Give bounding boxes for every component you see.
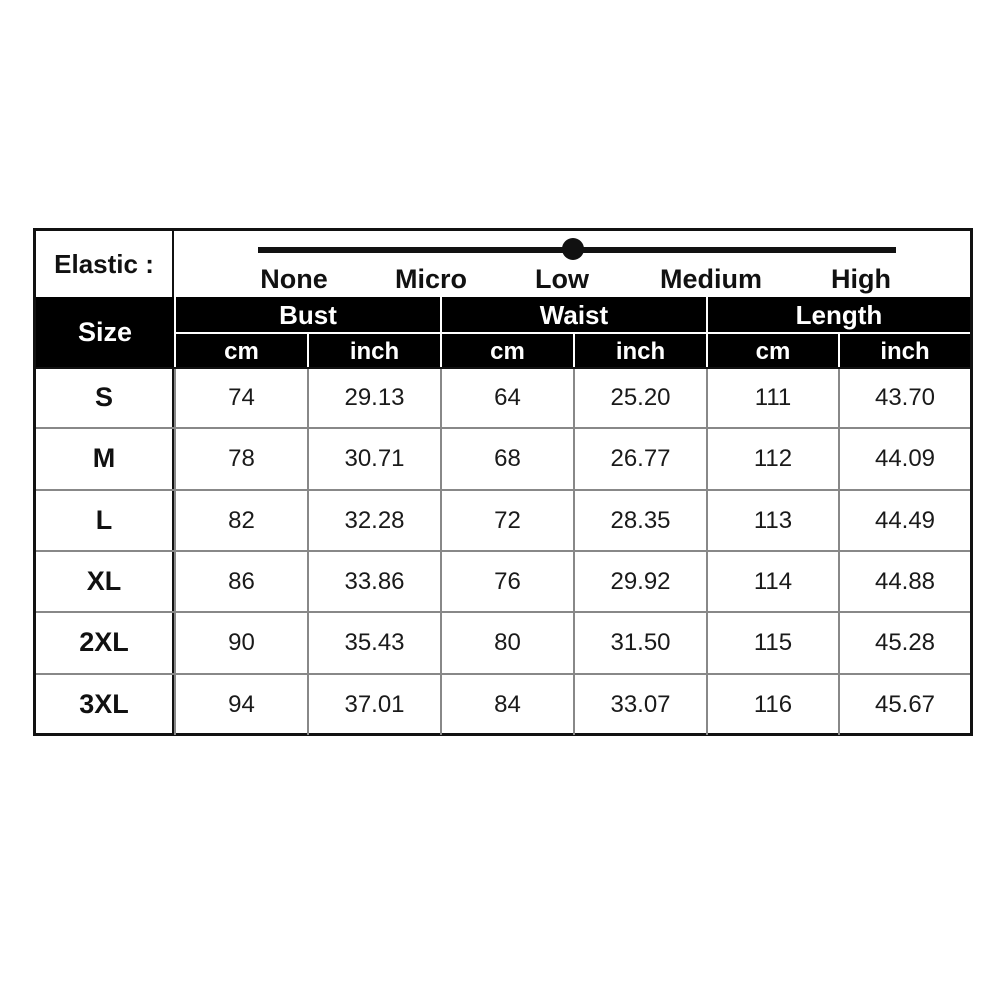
cell-bust-cm: 86 xyxy=(174,551,307,612)
cell-waist-cm: 76 xyxy=(440,551,573,612)
cell-waist-cm: 72 xyxy=(440,490,573,551)
cell-bust-inch: 30.71 xyxy=(307,428,440,489)
elastic-scale xyxy=(174,231,970,297)
cell-length-inch: 44.88 xyxy=(838,551,970,612)
cell-length-inch: 44.49 xyxy=(838,490,970,551)
unit-header-length-inch: inch xyxy=(838,332,970,367)
elastic-level-micro: Micro xyxy=(394,264,468,294)
cell-bust-cm: 94 xyxy=(174,674,307,735)
cell-waist-cm: 64 xyxy=(440,367,573,428)
elastic-level-high: High xyxy=(831,264,891,294)
elastic-label: Elastic : xyxy=(36,231,174,297)
elastic-level-low: Low xyxy=(535,264,589,294)
table-row xyxy=(36,612,970,673)
waist-header: Waist xyxy=(440,297,706,332)
row-divider xyxy=(36,489,970,491)
elastic-level-medium: Medium xyxy=(659,264,763,294)
row-divider xyxy=(36,673,970,675)
elastic-level-none: None xyxy=(260,264,328,294)
cell-length-cm: 114 xyxy=(706,551,838,612)
cell-waist-inch: 26.77 xyxy=(573,428,706,489)
size-column-header: Size xyxy=(36,297,174,367)
cell-length-inch: 45.28 xyxy=(838,612,970,673)
table-row xyxy=(36,367,970,428)
cell-length-inch: 45.67 xyxy=(838,674,970,735)
cell-length-cm: 116 xyxy=(706,674,838,735)
size-chart-table xyxy=(33,228,973,736)
size-cell: XL xyxy=(36,551,174,612)
row-divider xyxy=(36,611,970,613)
row-divider xyxy=(36,550,970,552)
cell-waist-cm: 68 xyxy=(440,428,573,489)
header-divider xyxy=(36,367,970,369)
bust-header: Bust xyxy=(174,297,440,332)
row-divider xyxy=(36,427,970,429)
cell-length-inch: 43.70 xyxy=(838,367,970,428)
cell-waist-cm: 80 xyxy=(440,612,573,673)
cell-length-inch: 44.09 xyxy=(838,428,970,489)
cell-length-cm: 112 xyxy=(706,428,838,489)
elastic-row xyxy=(36,231,970,297)
table-row xyxy=(36,428,970,489)
size-cell: S xyxy=(36,367,174,428)
size-cell: L xyxy=(36,490,174,551)
cell-bust-inch: 29.13 xyxy=(307,367,440,428)
cell-length-cm: 115 xyxy=(706,612,838,673)
cell-waist-cm: 84 xyxy=(440,674,573,735)
table-row xyxy=(36,551,970,612)
cell-bust-cm: 78 xyxy=(174,428,307,489)
length-header: Length xyxy=(706,297,970,332)
unit-header-bust-inch: inch xyxy=(307,332,440,367)
cell-waist-inch: 29.92 xyxy=(573,551,706,612)
cell-bust-cm: 82 xyxy=(174,490,307,551)
size-cell: 3XL xyxy=(36,674,174,735)
cell-waist-inch: 28.35 xyxy=(573,490,706,551)
cell-length-cm: 113 xyxy=(706,490,838,551)
size-cell: 2XL xyxy=(36,612,174,673)
cell-waist-inch: 33.07 xyxy=(573,674,706,735)
table-row xyxy=(36,490,970,551)
unit-header-waist-inch: inch xyxy=(573,332,706,367)
cell-bust-inch: 33.86 xyxy=(307,551,440,612)
cell-waist-inch: 31.50 xyxy=(573,612,706,673)
elastic-marker-dot xyxy=(562,238,584,260)
cell-bust-cm: 74 xyxy=(174,367,307,428)
cell-bust-inch: 32.28 xyxy=(307,490,440,551)
table-row xyxy=(36,674,970,735)
cell-bust-inch: 35.43 xyxy=(307,612,440,673)
unit-header-bust-cm: cm xyxy=(174,332,307,367)
size-cell: M xyxy=(36,428,174,489)
unit-header-length-cm: cm xyxy=(706,332,838,367)
cell-bust-cm: 90 xyxy=(174,612,307,673)
cell-length-cm: 111 xyxy=(706,367,838,428)
unit-header-waist-cm: cm xyxy=(440,332,573,367)
cell-waist-inch: 25.20 xyxy=(573,367,706,428)
cell-bust-inch: 37.01 xyxy=(307,674,440,735)
